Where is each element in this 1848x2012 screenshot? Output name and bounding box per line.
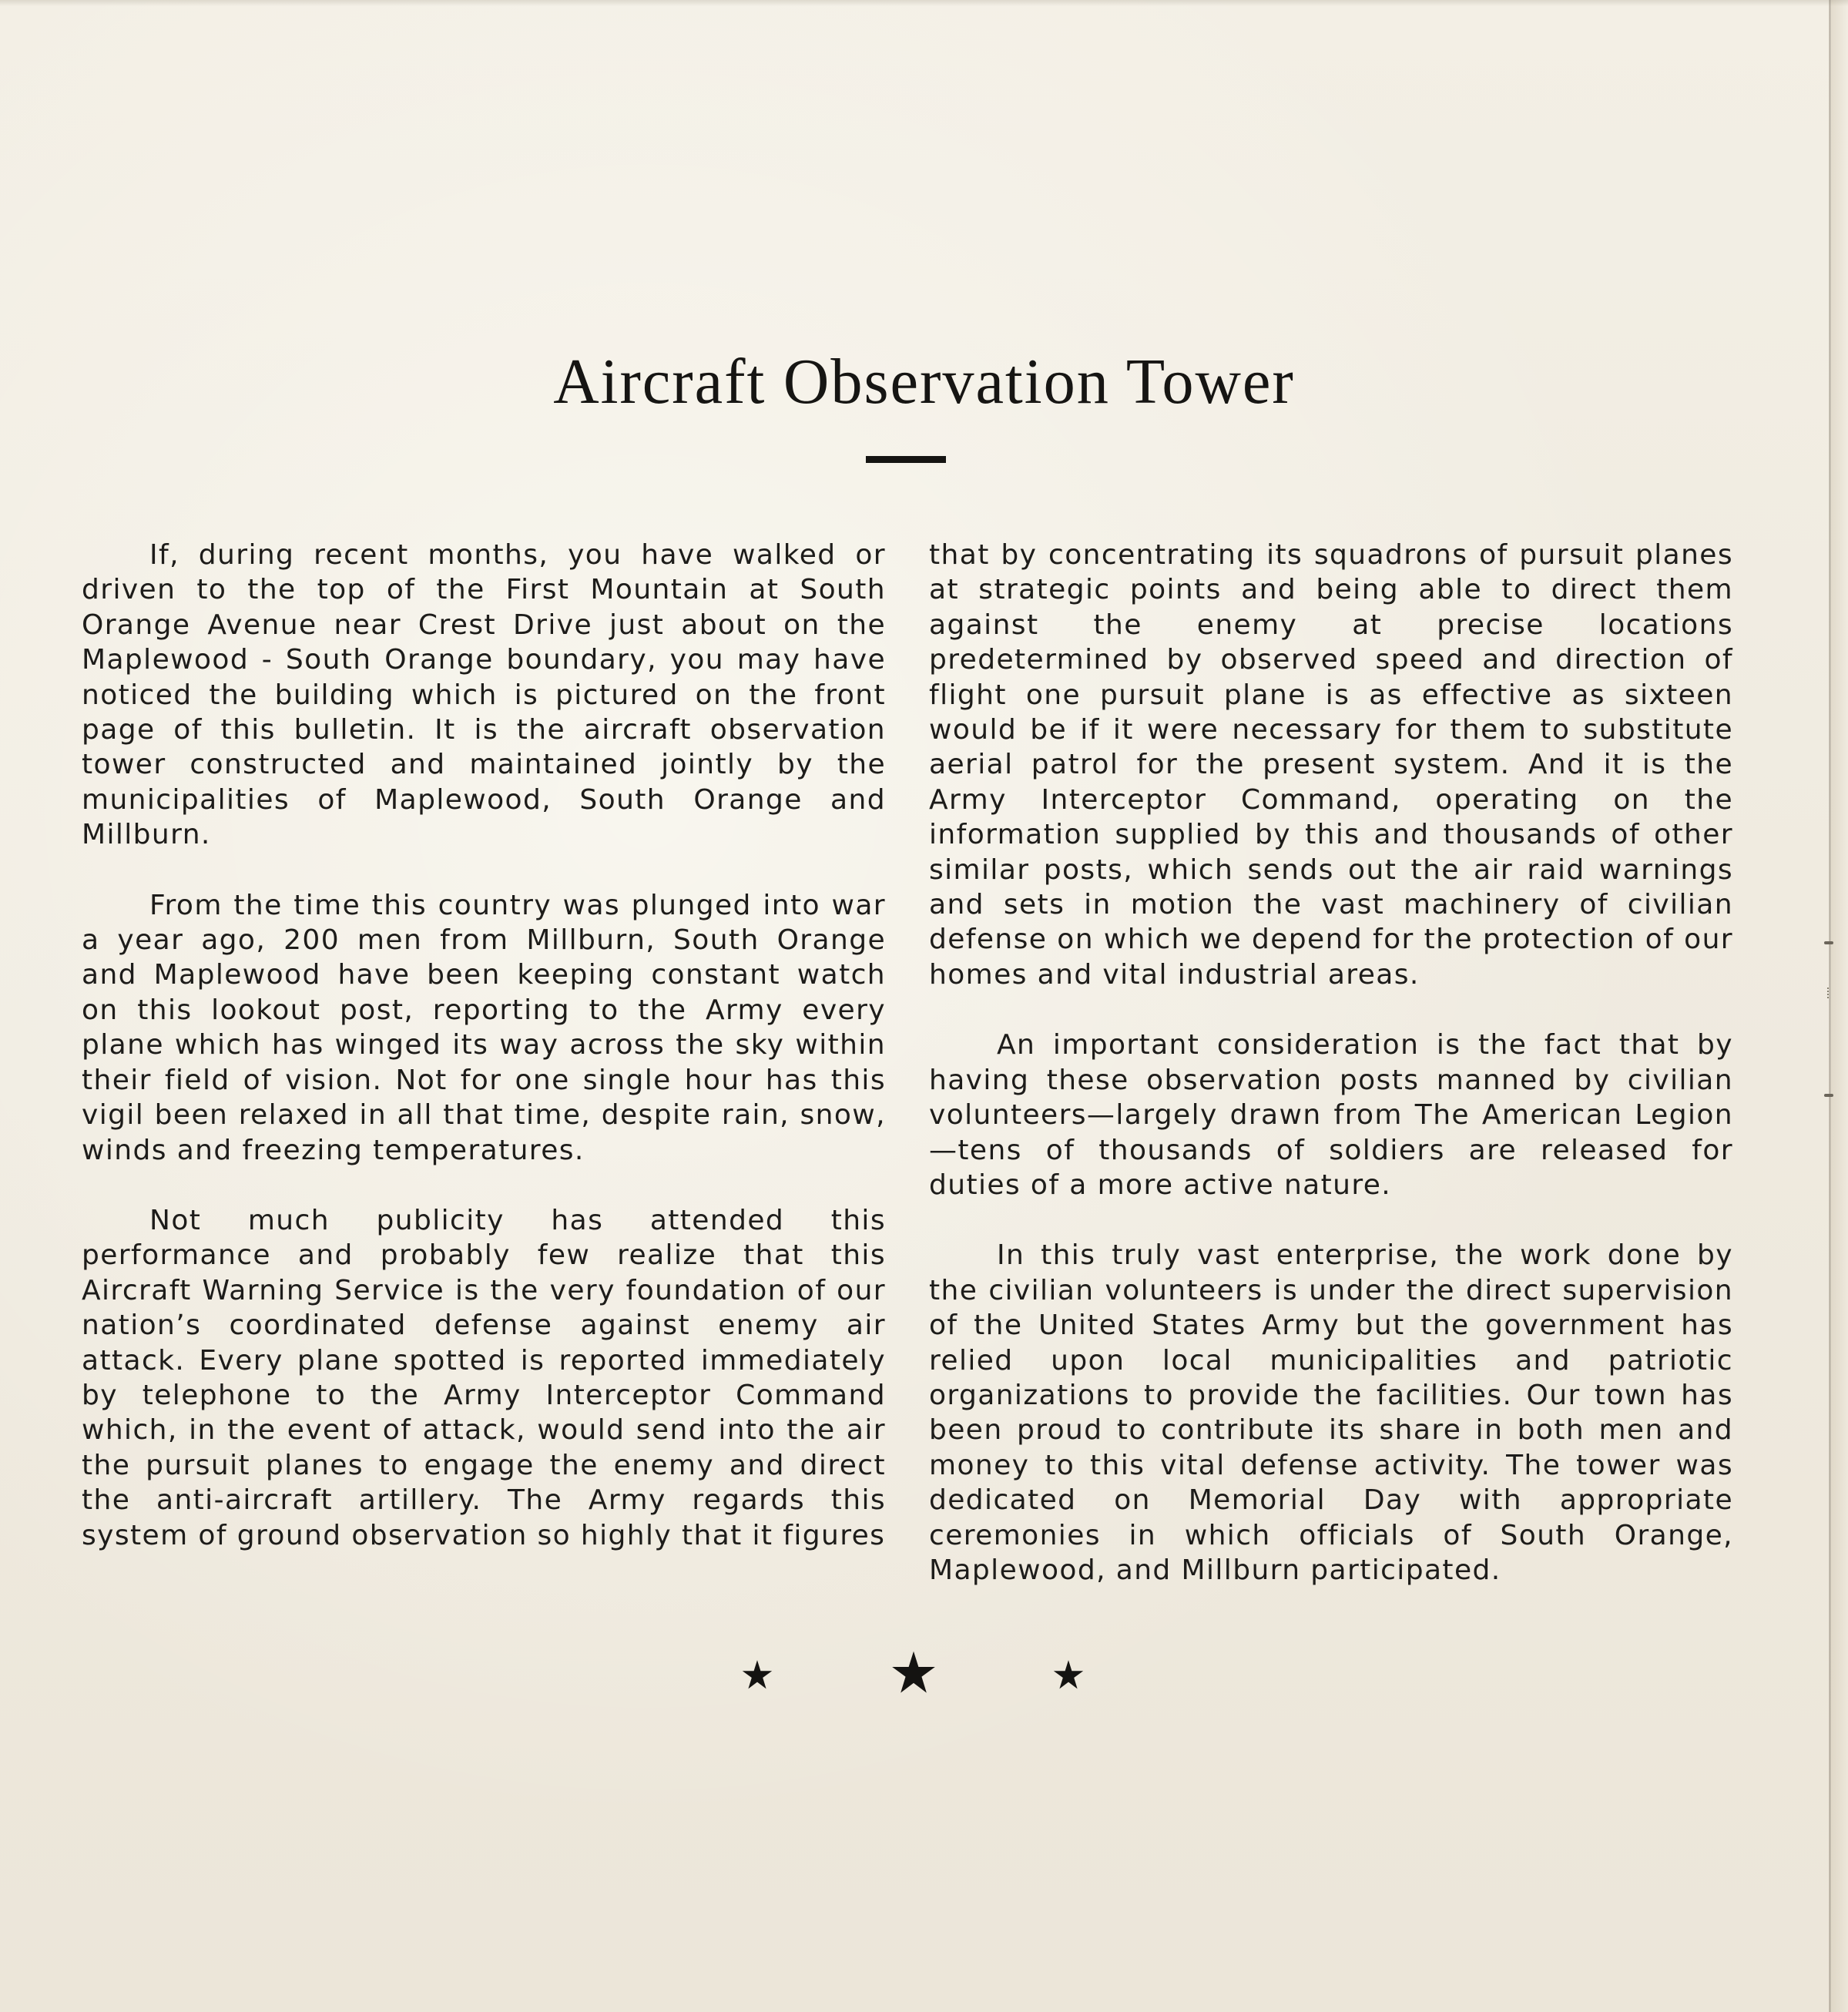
left-column	[82, 538, 886, 1588]
page-fold-line	[1829, 0, 1831, 2012]
paragraph-continued: that by concentrating its squadrons of pursuit planes at strategic points and being able to direct them against the enemy at precise locations predetermined by observed speed and direction of flight one pursuit plane is as effective as sixteen would be if it were necessary for them to substitute aerial patrol for the present system. And it is the Army Interceptor Command, operating on the information supplied by this and thousands of other similar posts, which sends out the air raid warnings and sets in motion the vast machinery of civilian defense on which we depend for the protection of our homes and vital industrial areas.	[929, 539, 1733, 991]
paragraph: From the time this country was plunged into war a year ago, 200 men from Millburn, South Orange and Maplewood have been keeping constant watch on this lookout post, reporting to the Army every plane which has winged its way across the sky within their field of vision. Not for one single hour has this vigil been relaxed in all that time, despite rain, snow, winds and freezing temperatures.	[82, 889, 886, 1166]
staple-marks	[1827, 988, 1836, 998]
paragraph: An important consideration is the fact that by having these observation posts manned by civilian volunteers—largely drawn from The American Legion—tens of thousands of soldiers are released for duties of a more active nature.	[929, 1029, 1733, 1201]
title-divider	[866, 456, 946, 463]
paragraph: In this truly vast enterprise, the work done by the civilian volunteers is under the direct supervision of the United States Army but the government has relied upon local municipalities and patriotic organizations to provide the facilities. Our town has been proud to contribute its share in both men and money to this vital defense activity. The tower was dedicated on Memorial Day with appropriate ceremonies in which officials of South Orange, Maplewood, and Millburn participated.	[929, 1239, 1733, 1586]
right-column	[929, 538, 1733, 1623]
star-icon	[742, 1659, 773, 1690]
paragraph: If, during recent months, you have walked or driven to the top of the First Mountain at South Orange Avenue near Crest Drive just about on the Maplewood - South Orange boundary, you may have noticed the building which is pictured on the front page of this bulletin. It is the aircraft observation tower constructed and maintained jointly by the municipalities of Maplewood, South Orange and Millburn.	[82, 539, 886, 851]
star-ornament	[0, 1655, 1848, 1701]
paragraph: Not much publicity has attended this performance and probably few realize that this Aircraft Warning Service is the very foundation of our nation’s coordinated defense against enemy air attack. Every plane spotted is reported immediately by telephone to the Army Interceptor Command which, in the event of attack, would send into the air the pursuit planes to engage the enemy and direct the anti-aircraft artillery. The Army regards this system of ground observation so highly that it figures	[82, 1204, 886, 1551]
staple-bottom	[1824, 1094, 1833, 1097]
staple-top	[1824, 941, 1833, 944]
star-icon	[1053, 1659, 1084, 1690]
page-fold-shade	[1831, 0, 1848, 2012]
star-icon	[891, 1650, 936, 1695]
page-title: Aircraft Observation Tower	[553, 346, 1295, 418]
